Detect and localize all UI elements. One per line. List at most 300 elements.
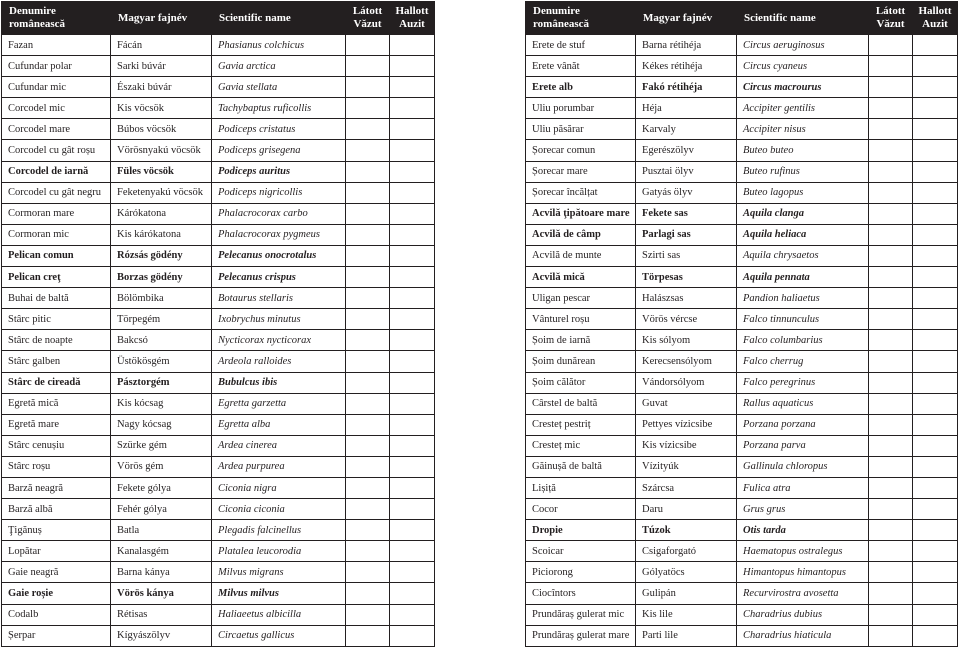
table-row bbox=[526, 562, 958, 583]
scientific-name-cell: Charadrius dubius bbox=[737, 604, 869, 625]
table-row bbox=[2, 351, 435, 372]
romanian-name-cell: Cormoran mic bbox=[2, 224, 111, 245]
heard-checkbox-cell[interactable] bbox=[913, 161, 958, 182]
hungarian-name-cell: Pásztorgém bbox=[111, 372, 212, 393]
seen-checkbox-cell[interactable] bbox=[869, 414, 913, 435]
seen-checkbox-cell[interactable] bbox=[869, 541, 913, 562]
hungarian-name-cell: Kígyászölyv bbox=[111, 625, 212, 646]
table-row bbox=[2, 393, 435, 414]
heard-checkbox-cell[interactable] bbox=[390, 203, 435, 224]
seen-checkbox-cell[interactable] bbox=[346, 77, 390, 98]
heard-checkbox-cell[interactable] bbox=[913, 140, 958, 161]
hungarian-name-cell: Kerecsensólyom bbox=[636, 351, 737, 372]
scientific-name-cell: Plegadis falcinellus bbox=[212, 520, 346, 541]
seen-checkbox-cell[interactable] bbox=[346, 414, 390, 435]
romanian-name-cell: Cufundar mic bbox=[2, 77, 111, 98]
heard-checkbox-cell[interactable] bbox=[913, 288, 958, 309]
header-heard: Hallott Auzit bbox=[390, 2, 435, 35]
hungarian-name-cell: Vörös kánya bbox=[111, 583, 212, 604]
table-row bbox=[526, 330, 958, 351]
romanian-name-cell: Egretă mică bbox=[2, 393, 111, 414]
seen-checkbox-cell[interactable] bbox=[346, 203, 390, 224]
header-scientific: Scientific name bbox=[212, 2, 346, 35]
romanian-name-cell: Stârc cenușiu bbox=[2, 435, 111, 456]
table-row bbox=[526, 98, 958, 119]
heard-checkbox-cell[interactable] bbox=[913, 351, 958, 372]
seen-checkbox-cell[interactable] bbox=[869, 288, 913, 309]
header-hungarian: Magyar fajnév bbox=[636, 2, 737, 35]
seen-checkbox-cell[interactable] bbox=[869, 583, 913, 604]
hungarian-name-cell: Vörösnyakú vöcsök bbox=[111, 140, 212, 161]
scientific-name-cell: Gavia arctica bbox=[212, 56, 346, 77]
romanian-name-cell: Uligan pescar bbox=[526, 288, 636, 309]
heard-checkbox-cell[interactable] bbox=[913, 372, 958, 393]
scientific-name-cell: Buteo rufinus bbox=[737, 161, 869, 182]
scientific-name-cell: Podiceps nigricollis bbox=[212, 182, 346, 203]
romanian-name-cell: Prundăraș gulerat mic bbox=[526, 604, 636, 625]
seen-checkbox-cell[interactable] bbox=[869, 562, 913, 583]
seen-checkbox-cell[interactable] bbox=[869, 435, 913, 456]
scientific-name-cell: Tachybaptus ruficollis bbox=[212, 98, 346, 119]
table-row bbox=[526, 267, 958, 288]
table-row bbox=[2, 203, 435, 224]
table-row bbox=[2, 499, 435, 520]
heard-checkbox-cell[interactable] bbox=[390, 245, 435, 266]
seen-checkbox-cell[interactable] bbox=[869, 604, 913, 625]
heard-checkbox-cell[interactable] bbox=[913, 35, 958, 56]
scientific-name-cell: Nycticorax nycticorax bbox=[212, 330, 346, 351]
heard-checkbox-cell[interactable] bbox=[390, 35, 435, 56]
seen-checkbox-cell[interactable] bbox=[346, 56, 390, 77]
scientific-name-cell: Haematopus ostralegus bbox=[737, 541, 869, 562]
romanian-name-cell: Stârc de noapte bbox=[2, 330, 111, 351]
table-row bbox=[2, 161, 435, 182]
hungarian-name-cell: Fakó rétihéja bbox=[636, 77, 737, 98]
hungarian-name-cell: Héja bbox=[636, 98, 737, 119]
heard-checkbox-cell[interactable] bbox=[390, 499, 435, 520]
romanian-name-cell: Ciocîntors bbox=[526, 583, 636, 604]
heard-checkbox-cell[interactable] bbox=[913, 245, 958, 266]
scientific-name-cell: Platalea leucorodia bbox=[212, 541, 346, 562]
romanian-name-cell: Cormoran mare bbox=[2, 203, 111, 224]
table-row bbox=[2, 35, 435, 56]
seen-checkbox-cell[interactable] bbox=[869, 351, 913, 372]
header-romanian: Denumire românească bbox=[526, 2, 636, 35]
heard-checkbox-cell[interactable] bbox=[390, 330, 435, 351]
table-row bbox=[2, 245, 435, 266]
heard-checkbox-cell[interactable] bbox=[390, 477, 435, 498]
table-row bbox=[2, 182, 435, 203]
seen-checkbox-cell[interactable] bbox=[346, 351, 390, 372]
seen-checkbox-cell[interactable] bbox=[346, 224, 390, 245]
heard-checkbox-cell[interactable] bbox=[913, 520, 958, 541]
seen-checkbox-cell[interactable] bbox=[869, 477, 913, 498]
romanian-name-cell: Erete de stuf bbox=[526, 35, 636, 56]
romanian-name-cell: Gaie roșie bbox=[2, 583, 111, 604]
scientific-name-cell: Aquila clanga bbox=[737, 203, 869, 224]
table-row bbox=[526, 35, 958, 56]
table-row bbox=[2, 456, 435, 477]
hungarian-name-cell: Kis sólyom bbox=[636, 330, 737, 351]
heard-checkbox-cell[interactable] bbox=[390, 182, 435, 203]
romanian-name-cell: Ţigănuș bbox=[2, 520, 111, 541]
seen-checkbox-cell[interactable] bbox=[869, 330, 913, 351]
hungarian-name-cell: Kis kárókatona bbox=[111, 224, 212, 245]
heard-checkbox-cell[interactable] bbox=[913, 309, 958, 330]
scientific-name-cell: Otis tarda bbox=[737, 520, 869, 541]
species-table-right bbox=[525, 1, 958, 647]
hungarian-name-cell: Sarki búvár bbox=[111, 56, 212, 77]
scientific-name-cell: Falco tinnunculus bbox=[737, 309, 869, 330]
table-row bbox=[526, 604, 958, 625]
hungarian-name-cell: Kis vöcsök bbox=[111, 98, 212, 119]
table-row bbox=[2, 625, 435, 646]
hungarian-name-cell: Túzok bbox=[636, 520, 737, 541]
heard-checkbox-cell[interactable] bbox=[390, 583, 435, 604]
table-row bbox=[526, 161, 958, 182]
scientific-name-cell: Pelecanus crispus bbox=[212, 267, 346, 288]
romanian-name-cell: Corcodel cu gât roșu bbox=[2, 140, 111, 161]
heard-checkbox-cell[interactable] bbox=[390, 625, 435, 646]
scientific-name-cell: Accipiter gentilis bbox=[737, 98, 869, 119]
heard-checkbox-cell[interactable] bbox=[913, 119, 958, 140]
romanian-name-cell: Lișiță bbox=[526, 477, 636, 498]
heard-checkbox-cell[interactable] bbox=[913, 267, 958, 288]
seen-checkbox-cell[interactable] bbox=[346, 456, 390, 477]
table-row bbox=[2, 309, 435, 330]
scientific-name-cell: Egretta garzetta bbox=[212, 393, 346, 414]
table-row bbox=[526, 140, 958, 161]
hungarian-name-cell: Törpesas bbox=[636, 267, 737, 288]
hungarian-name-cell: Bakcsó bbox=[111, 330, 212, 351]
seen-checkbox-cell[interactable] bbox=[869, 56, 913, 77]
hungarian-name-cell: Szürke gém bbox=[111, 435, 212, 456]
hungarian-name-cell: Barna kánya bbox=[111, 562, 212, 583]
seen-checkbox-cell[interactable] bbox=[346, 562, 390, 583]
scientific-name-cell: Charadrius hiaticula bbox=[737, 625, 869, 646]
heard-checkbox-cell[interactable] bbox=[390, 224, 435, 245]
seen-checkbox-cell[interactable] bbox=[346, 267, 390, 288]
romanian-name-cell: Stârc roșu bbox=[2, 456, 111, 477]
table-row bbox=[2, 372, 435, 393]
scientific-name-cell: Fulica atra bbox=[737, 477, 869, 498]
seen-checkbox-cell[interactable] bbox=[346, 625, 390, 646]
heard-checkbox-cell[interactable] bbox=[390, 456, 435, 477]
scientific-name-cell: Falco columbarius bbox=[737, 330, 869, 351]
heard-checkbox-cell[interactable] bbox=[913, 224, 958, 245]
hungarian-name-cell: Egerészölyv bbox=[636, 140, 737, 161]
table-row bbox=[526, 520, 958, 541]
seen-checkbox-cell[interactable] bbox=[869, 182, 913, 203]
table-row bbox=[2, 414, 435, 435]
scientific-name-cell: Pelecanus onocrotalus bbox=[212, 245, 346, 266]
table-row bbox=[526, 245, 958, 266]
seen-checkbox-cell[interactable] bbox=[869, 456, 913, 477]
scientific-name-cell: Aquila heliaca bbox=[737, 224, 869, 245]
seen-checkbox-cell[interactable] bbox=[869, 77, 913, 98]
scientific-name-cell: Porzana porzana bbox=[737, 414, 869, 435]
table-row bbox=[2, 562, 435, 583]
romanian-name-cell: Șorecar încălțat bbox=[526, 182, 636, 203]
scientific-name-cell: Accipiter nisus bbox=[737, 119, 869, 140]
romanian-name-cell: Fazan bbox=[2, 35, 111, 56]
hungarian-name-cell: Pusztai ölyv bbox=[636, 161, 737, 182]
hungarian-name-cell: Kárókatona bbox=[111, 203, 212, 224]
romanian-name-cell: Acvilă de munte bbox=[526, 245, 636, 266]
romanian-name-cell: Vânturel roșu bbox=[526, 309, 636, 330]
heard-checkbox-cell[interactable] bbox=[390, 140, 435, 161]
scientific-name-cell: Gavia stellata bbox=[212, 77, 346, 98]
table-header bbox=[526, 2, 958, 35]
seen-checkbox-cell[interactable] bbox=[869, 35, 913, 56]
seen-checkbox-cell[interactable] bbox=[869, 245, 913, 266]
romanian-name-cell: Prundăraș gulerat mare bbox=[526, 625, 636, 646]
table-row bbox=[526, 77, 958, 98]
heard-checkbox-cell[interactable] bbox=[913, 182, 958, 203]
scientific-name-cell: Rallus aquaticus bbox=[737, 393, 869, 414]
seen-checkbox-cell[interactable] bbox=[346, 35, 390, 56]
romanian-name-cell: Cresteț pestriț bbox=[526, 414, 636, 435]
seen-checkbox-cell[interactable] bbox=[346, 140, 390, 161]
scientific-name-cell: Podiceps grisegena bbox=[212, 140, 346, 161]
romanian-name-cell: Stârc galben bbox=[2, 351, 111, 372]
table-row bbox=[526, 351, 958, 372]
seen-checkbox-cell[interactable] bbox=[869, 224, 913, 245]
seen-checkbox-cell[interactable] bbox=[346, 119, 390, 140]
table-row bbox=[2, 56, 435, 77]
heard-checkbox-cell[interactable] bbox=[913, 203, 958, 224]
scientific-name-cell: Circaetus gallicus bbox=[212, 625, 346, 646]
scientific-name-cell: Grus grus bbox=[737, 499, 869, 520]
romanian-name-cell: Uliu porumbar bbox=[526, 98, 636, 119]
table-row bbox=[526, 56, 958, 77]
romanian-name-cell: Șoim dunărean bbox=[526, 351, 636, 372]
header-scientific: Scientific name bbox=[737, 2, 869, 35]
scientific-name-cell: Milvus migrans bbox=[212, 562, 346, 583]
romanian-name-cell: Codalb bbox=[2, 604, 111, 625]
heard-checkbox-cell[interactable] bbox=[390, 309, 435, 330]
seen-checkbox-cell[interactable] bbox=[346, 435, 390, 456]
table-row bbox=[526, 203, 958, 224]
heard-checkbox-cell[interactable] bbox=[913, 98, 958, 119]
heard-checkbox-cell[interactable] bbox=[390, 414, 435, 435]
hungarian-name-cell: Kis lile bbox=[636, 604, 737, 625]
scientific-name-cell: Himantopus himantopus bbox=[737, 562, 869, 583]
heard-checkbox-cell[interactable] bbox=[390, 267, 435, 288]
hungarian-name-cell: Halászsas bbox=[636, 288, 737, 309]
table-row bbox=[526, 456, 958, 477]
heard-checkbox-cell[interactable] bbox=[390, 56, 435, 77]
heard-checkbox-cell[interactable] bbox=[390, 541, 435, 562]
hungarian-name-cell: Vízityúk bbox=[636, 456, 737, 477]
romanian-name-cell: Stârc de cireadă bbox=[2, 372, 111, 393]
romanian-name-cell: Buhai de baltă bbox=[2, 288, 111, 309]
heard-checkbox-cell[interactable] bbox=[390, 520, 435, 541]
seen-checkbox-cell[interactable] bbox=[346, 309, 390, 330]
hungarian-name-cell: Gulipán bbox=[636, 583, 737, 604]
hungarian-name-cell: Üstökösgém bbox=[111, 351, 212, 372]
hungarian-name-cell: Gatyás ölyv bbox=[636, 182, 737, 203]
table-row bbox=[526, 372, 958, 393]
table-row bbox=[526, 583, 958, 604]
hungarian-name-cell: Törpegém bbox=[111, 309, 212, 330]
table-row bbox=[526, 499, 958, 520]
seen-checkbox-cell[interactable] bbox=[346, 98, 390, 119]
hungarian-name-cell: Északi búvár bbox=[111, 77, 212, 98]
scientific-name-cell: Ardea cinerea bbox=[212, 435, 346, 456]
heard-checkbox-cell[interactable] bbox=[390, 562, 435, 583]
romanian-name-cell: Corcodel mare bbox=[2, 119, 111, 140]
table-row bbox=[2, 477, 435, 498]
heard-checkbox-cell[interactable] bbox=[913, 477, 958, 498]
table-row bbox=[2, 119, 435, 140]
seen-checkbox-cell[interactable] bbox=[869, 520, 913, 541]
scientific-name-cell: Bubulcus ibis bbox=[212, 372, 346, 393]
header-hungarian: Magyar fajnév bbox=[111, 2, 212, 35]
seen-checkbox-cell[interactable] bbox=[869, 161, 913, 182]
heard-checkbox-cell[interactable] bbox=[913, 77, 958, 98]
heard-checkbox-cell[interactable] bbox=[913, 435, 958, 456]
heard-checkbox-cell[interactable] bbox=[390, 77, 435, 98]
seen-checkbox-cell[interactable] bbox=[869, 203, 913, 224]
hungarian-name-cell: Kis vízicsibe bbox=[636, 435, 737, 456]
hungarian-name-cell: Kis kócsag bbox=[111, 393, 212, 414]
table-header bbox=[2, 2, 435, 35]
hungarian-name-cell: Barna rétihéja bbox=[636, 35, 737, 56]
heard-checkbox-cell[interactable] bbox=[390, 288, 435, 309]
scientific-name-cell: Recurvirostra avosetta bbox=[737, 583, 869, 604]
seen-checkbox-cell[interactable] bbox=[346, 330, 390, 351]
seen-checkbox-cell[interactable] bbox=[346, 520, 390, 541]
seen-checkbox-cell[interactable] bbox=[346, 541, 390, 562]
heard-checkbox-cell[interactable] bbox=[913, 330, 958, 351]
heard-checkbox-cell[interactable] bbox=[913, 414, 958, 435]
scientific-name-cell: Porzana parva bbox=[737, 435, 869, 456]
seen-checkbox-cell[interactable] bbox=[869, 499, 913, 520]
hungarian-name-cell: Guvat bbox=[636, 393, 737, 414]
romanian-name-cell: Pelican comun bbox=[2, 245, 111, 266]
table-row bbox=[526, 414, 958, 435]
heard-checkbox-cell[interactable] bbox=[913, 499, 958, 520]
scientific-name-cell: Ardeola ralloides bbox=[212, 351, 346, 372]
hungarian-name-cell: Vándorsólyom bbox=[636, 372, 737, 393]
table-row bbox=[2, 267, 435, 288]
romanian-name-cell: Egretă mare bbox=[2, 414, 111, 435]
romanian-name-cell: Cresteț mic bbox=[526, 435, 636, 456]
seen-checkbox-cell[interactable] bbox=[869, 372, 913, 393]
scientific-name-cell: Buteo buteo bbox=[737, 140, 869, 161]
scientific-name-cell: Circus aeruginosus bbox=[737, 35, 869, 56]
seen-checkbox-cell[interactable] bbox=[346, 372, 390, 393]
table-row bbox=[526, 541, 958, 562]
seen-checkbox-cell[interactable] bbox=[346, 393, 390, 414]
table-row bbox=[2, 330, 435, 351]
heard-checkbox-cell[interactable] bbox=[390, 161, 435, 182]
scientific-name-cell: Phalacrocorax carbo bbox=[212, 203, 346, 224]
seen-checkbox-cell[interactable] bbox=[869, 119, 913, 140]
seen-checkbox-cell[interactable] bbox=[869, 393, 913, 414]
seen-checkbox-cell[interactable] bbox=[869, 309, 913, 330]
table-body-left bbox=[2, 35, 435, 647]
hungarian-name-cell: Borzas gödény bbox=[111, 267, 212, 288]
species-table-left bbox=[1, 1, 435, 647]
seen-checkbox-cell[interactable] bbox=[346, 477, 390, 498]
heard-checkbox-cell[interactable] bbox=[913, 541, 958, 562]
seen-checkbox-cell[interactable] bbox=[346, 245, 390, 266]
seen-checkbox-cell[interactable] bbox=[346, 182, 390, 203]
table-row bbox=[526, 119, 958, 140]
heard-checkbox-cell[interactable] bbox=[913, 604, 958, 625]
hungarian-name-cell: Szirti sas bbox=[636, 245, 737, 266]
seen-checkbox-cell[interactable] bbox=[869, 98, 913, 119]
hungarian-name-cell: Búbos vöcsök bbox=[111, 119, 212, 140]
scientific-name-cell: Ixobrychus minutus bbox=[212, 309, 346, 330]
scientific-name-cell: Phasianus colchicus bbox=[212, 35, 346, 56]
table-row bbox=[2, 583, 435, 604]
seen-checkbox-cell[interactable] bbox=[346, 288, 390, 309]
romanian-name-cell: Cufundar polar bbox=[2, 56, 111, 77]
romanian-name-cell: Barză albă bbox=[2, 499, 111, 520]
seen-checkbox-cell[interactable] bbox=[869, 625, 913, 646]
scientific-name-cell: Falco cherrug bbox=[737, 351, 869, 372]
seen-checkbox-cell[interactable] bbox=[869, 140, 913, 161]
hungarian-name-cell: Rétisas bbox=[111, 604, 212, 625]
romanian-name-cell: Cârstel de baltă bbox=[526, 393, 636, 414]
heard-checkbox-cell[interactable] bbox=[390, 119, 435, 140]
heard-checkbox-cell[interactable] bbox=[913, 456, 958, 477]
seen-checkbox-cell[interactable] bbox=[346, 161, 390, 182]
table-row bbox=[2, 520, 435, 541]
hungarian-name-cell: Kanalasgém bbox=[111, 541, 212, 562]
romanian-name-cell: Corcodel de iarnă bbox=[2, 161, 111, 182]
table-row bbox=[526, 477, 958, 498]
scientific-name-cell: Buteo lagopus bbox=[737, 182, 869, 203]
heard-checkbox-cell[interactable] bbox=[390, 604, 435, 625]
hungarian-name-cell: Füles vöcsök bbox=[111, 161, 212, 182]
hungarian-name-cell: Daru bbox=[636, 499, 737, 520]
romanian-name-cell: Șerpar bbox=[2, 625, 111, 646]
heard-checkbox-cell[interactable] bbox=[913, 562, 958, 583]
seen-checkbox-cell[interactable] bbox=[346, 604, 390, 625]
romanian-name-cell: Uliu păsărar bbox=[526, 119, 636, 140]
hungarian-name-cell: Fácán bbox=[111, 35, 212, 56]
heard-checkbox-cell[interactable] bbox=[390, 435, 435, 456]
heard-checkbox-cell[interactable] bbox=[390, 372, 435, 393]
romanian-name-cell: Cocor bbox=[526, 499, 636, 520]
hungarian-name-cell: Vörös vércse bbox=[636, 309, 737, 330]
header-seen: Látott Văzut bbox=[346, 2, 390, 35]
table-body-right bbox=[526, 35, 958, 647]
header-heard: Hallott Auzit bbox=[913, 2, 958, 35]
heard-checkbox-cell[interactable] bbox=[913, 393, 958, 414]
seen-checkbox-cell[interactable] bbox=[869, 267, 913, 288]
romanian-name-cell: Dropie bbox=[526, 520, 636, 541]
heard-checkbox-cell[interactable] bbox=[390, 351, 435, 372]
header-romanian: Denumire românească bbox=[2, 2, 111, 35]
table-row bbox=[526, 288, 958, 309]
heard-checkbox-cell[interactable] bbox=[913, 56, 958, 77]
heard-checkbox-cell[interactable] bbox=[913, 625, 958, 646]
scientific-name-cell: Phalacrocorax pygmeus bbox=[212, 224, 346, 245]
scientific-name-cell: Podiceps cristatus bbox=[212, 119, 346, 140]
heard-checkbox-cell[interactable] bbox=[913, 583, 958, 604]
heard-checkbox-cell[interactable] bbox=[390, 98, 435, 119]
hungarian-name-cell: Nagy kócsag bbox=[111, 414, 212, 435]
seen-checkbox-cell[interactable] bbox=[346, 583, 390, 604]
seen-checkbox-cell[interactable] bbox=[346, 499, 390, 520]
romanian-name-cell: Stârc pitic bbox=[2, 309, 111, 330]
heard-checkbox-cell[interactable] bbox=[390, 393, 435, 414]
